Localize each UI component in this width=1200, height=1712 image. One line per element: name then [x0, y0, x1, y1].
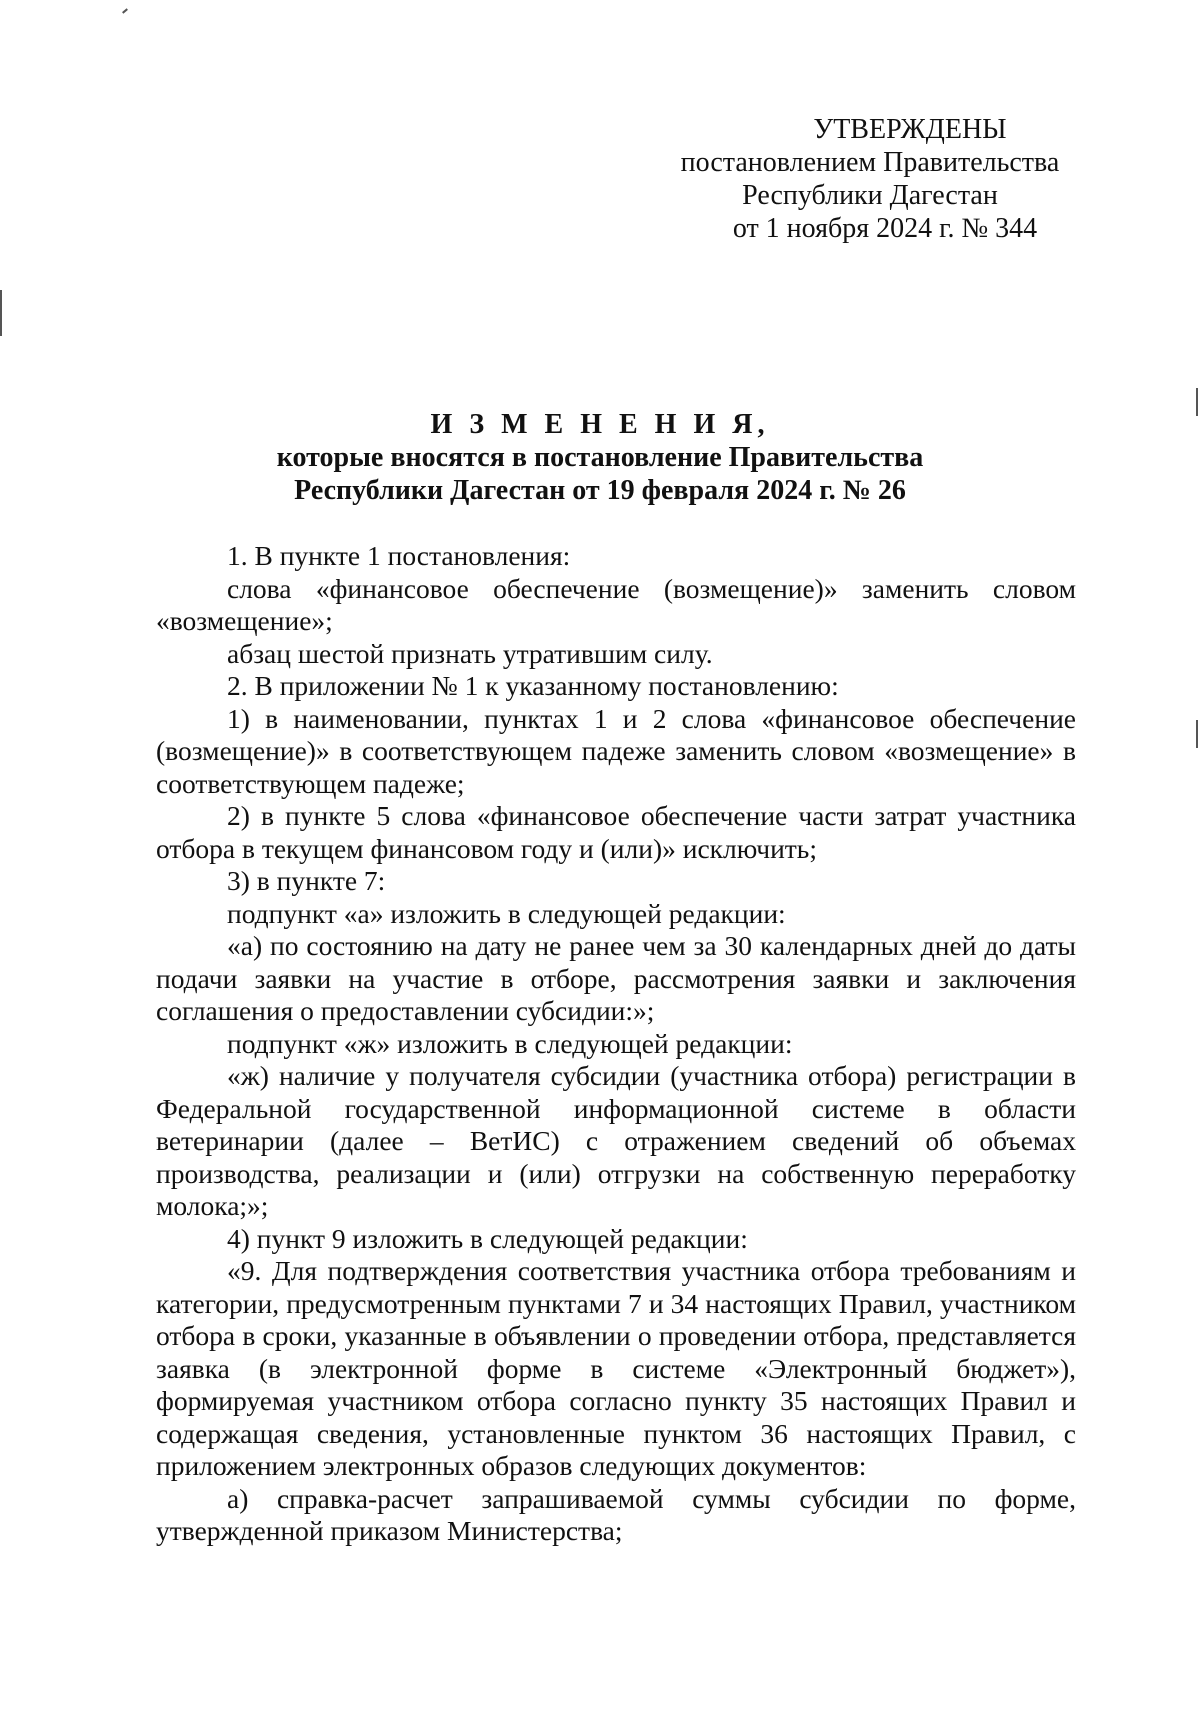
paragraph: 1) в наименовании, пунктах 1 и 2 слова «финансовое обеспечение (возмещение)» в соответствующем падеже заменить словом «возмещение» в соответствующем падеже; [156, 702, 1076, 799]
paragraph: 1. В пункте 1 постановления: [227, 540, 571, 571]
paragraph: а) справка-расчет запрашиваемой суммы субсидии по форме, утвержденной приказом Министерства; [156, 1482, 1076, 1546]
paragraph: «а) по состоянию на дату не ранее чем за 30 календарных дней до даты подачи заявки на участие в отборе, рассмотрения заявки и заключения соглашения о предоставлении субсидии:»; [156, 930, 1076, 1026]
paragraph: подпункт «ж» изложить в следующей редакции: [227, 1027, 793, 1059]
paragraph: 3) в пункте 7: [227, 865, 386, 896]
approval-block [640, 113, 1100, 245]
approval-line: Республики Дагестан [742, 180, 998, 211]
paragraph: 2) в пункте 5 слова «финансовое обеспечение части затрат участника отбора в текущем финансовом году и (или)» исключить; [156, 800, 1076, 864]
approval-heading: УТВЕРЖДЕНЫ [813, 114, 1007, 145]
approval-line: постановлением Правительства [680, 147, 1060, 178]
document-body [156, 540, 1076, 1548]
title-heading: И З М Е Н Е Н И Я, [430, 409, 770, 440]
paragraph: слова «финансовое обеспечение (возмещение)» заменить словом «возмещение»; [156, 572, 1076, 636]
paragraph: подпункт «а» изложить в следующей редакции: [227, 897, 786, 929]
scan-artifact [0, 290, 2, 336]
paragraph: «ж) наличие у получателя субсидии (участника отбора) регистрации в Федеральной государственной информационной системе в области ветеринарии (далее – ВетИС) с отражением сведений об объемах производства, реализации и (или) отгрузки на собственную переработку молока;»; [156, 1060, 1076, 1221]
approval-date: от 1 ноября 2024 г. № 344 [732, 213, 1038, 244]
scan-artifact [1196, 720, 1198, 748]
paragraph: абзац шестой признать утратившим силу. [227, 637, 713, 669]
paragraph: 4) пункт 9 изложить в следующей редакции: [227, 1222, 748, 1254]
scan-artifact [122, 8, 128, 13]
document-title [0, 408, 1200, 507]
paragraph: 2. В приложении № 1 к указанному постановлению: [227, 670, 839, 701]
title-line: которые вносятся в постановление Правительства [276, 442, 924, 473]
title-line: Республики Дагестан от 19 февраля 2024 г. № 26 [294, 475, 906, 506]
paragraph: «9. Для подтверждения соответствия участника отбора требованиям и категории, предусмотренным пунктами 7 и 34 настоящих Правил, участником отбора в сроки, указанные в объявлении о проведении отбора, представляется заявка (в электронной форме в системе «Электронный бюджет»), формируемая участником отбора согласно пункту 35 настоящих Правил и содержащая сведения, установленные пунктом 36 настоящих Правил, с приложением электронных образов следующих документов: [156, 1255, 1076, 1481]
